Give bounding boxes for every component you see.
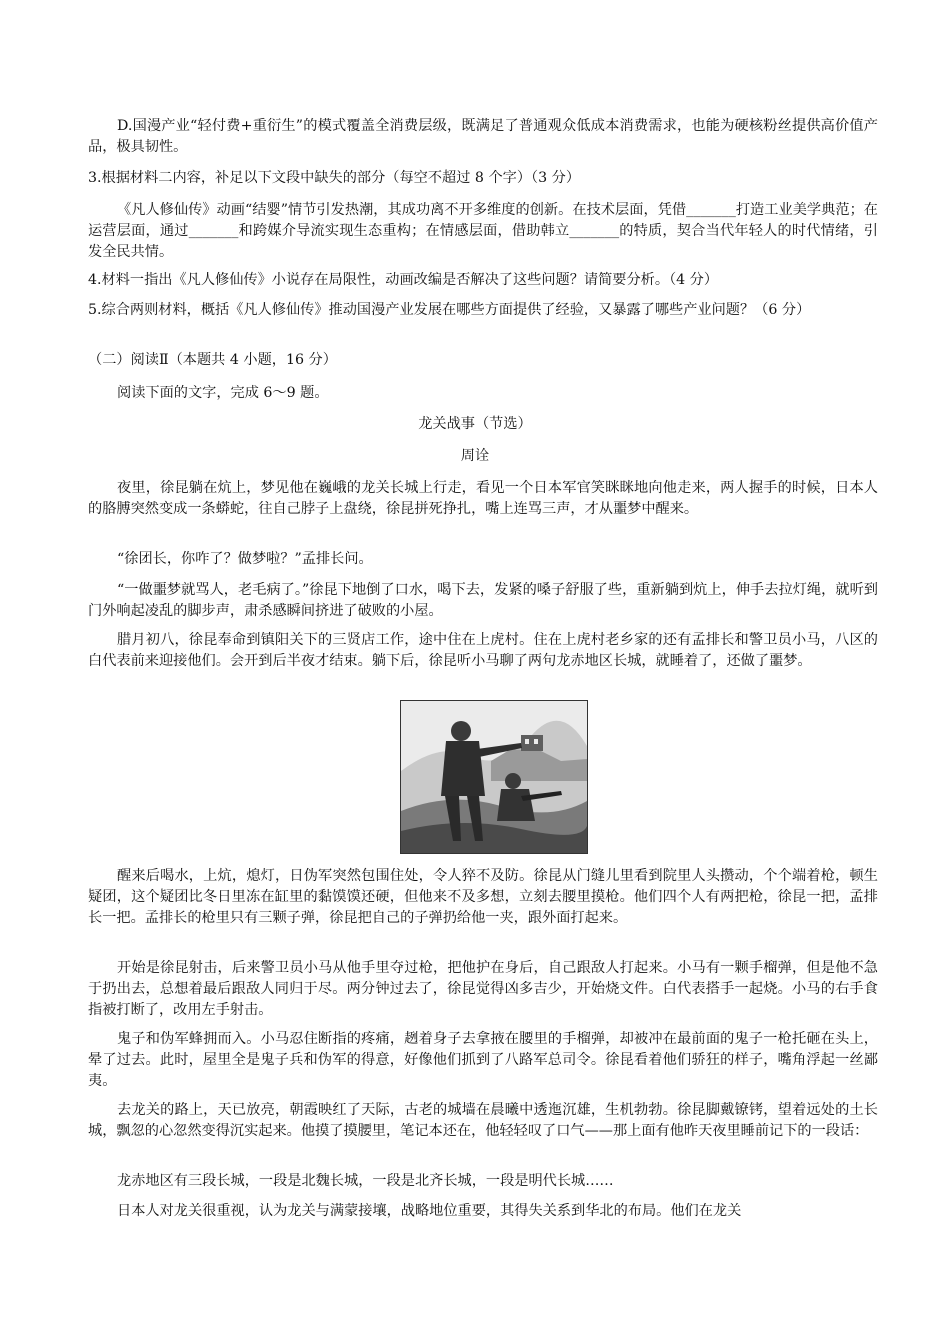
- story-paragraph-4: 腊月初八，徐昆奉命到镇阳关下的三贤店工作，途中住在上虎村。住在上虎村老乡家的还有孟排长和警卫员小马，八区的白代表前来迎接他们。会开到后半夜才结束。躺下后，徐昆听小马聊了两句龙赤地区长城，就睡着了，还做了噩梦。: [88, 632, 878, 669]
- question-3-prompt: 3.根据材料二内容，补足以下文段中缺失的部分（每空不超过 8 个字）（3 分）: [88, 170, 581, 186]
- fill-text-1: 《凡人修仙传》动画“结婴”情节引发热潮，其成功离不开多维度的创新。在技术层面，凭借: [117, 202, 687, 218]
- illustration-soldiers-at-great-wall: [401, 701, 587, 853]
- story-paragraph-1: 夜里，徐昆躺在炕上，梦见他在巍峨的龙关长城上行走，看见一个日本军官笑眯眯地向他走来，两人握手的时候，日本人的胳膊突然变成一条蟒蛇，往自己脖子上盘绕，徐昆拼死挣扎，嘴上连骂三声，才从噩梦中醒来。: [88, 480, 878, 517]
- fill-blank-1[interactable]: _______: [686, 202, 736, 218]
- story-paragraph-6: 开始是徐昆射击，后来警卫员小马从他手里夺过枪，把他护在身后，自己跟敌人打起来。小马有一颗手榴弹，但是他不急于扔出去，总想着最后跟敌人同归于尽。两分钟过去了，徐昆觉得凶多吉少，开始烧文件。白代表搭手一起烧。小马的右手食指被打断了，改用左手射击。: [88, 960, 878, 1018]
- story-author: 周诠: [460, 448, 490, 464]
- fill-text-4: 的特质，契合当代年轻人的时代情绪，引发全民共情。: [88, 223, 878, 260]
- fill-text-3: 和跨媒介导流实现生态重构；在情感层面，借助韩立: [238, 223, 570, 239]
- fill-text-2: 打造工业美学典范；在运营层面，通过: [88, 202, 878, 239]
- story-paragraph-9: 龙赤地区有三段长城，一段是北魏长城，一段是北齐长城，一段是明代长城……: [117, 1173, 614, 1189]
- story-illustration: [400, 700, 588, 854]
- story-paragraph-8: 去龙关的路上，天已放亮，朝霞映红了天际，古老的城墙在晨曦中透迤沉雄，生机勃勃。徐昆脚戴镣铐，望着远处的土长城，飘忽的心忽然变得沉实起来。他摸了摸腰里，笔记本还在，他轻轻叹了口气——那上面有他昨天夜里睡前记下的一段话：: [88, 1102, 878, 1139]
- story-title: 龙关战事（节选）: [418, 416, 532, 432]
- question-3-fill-paragraph: [88, 200, 878, 263]
- story-paragraph-7: 鬼子和伪军蜂拥而入。小马忍住断指的疼痛，趔着身子去拿掖在腰里的手榴弹，却被冲在最前面的鬼子一枪托砸在头上，晕了过去。此时，屋里全是鬼子兵和伪军的得意，好像他们抓到了八路军总司令。徐昆看着他们骄狂的样子，嘴角浮起一丝鄙夷。: [88, 1031, 878, 1089]
- fill-blank-2[interactable]: _______: [188, 223, 239, 239]
- reading-instruction: 阅读下面的文字，完成 6～9 题。: [117, 385, 329, 401]
- story-paragraph-10: 日本人对龙关很重视，认为龙关与满蒙接壤，战略地位重要，其得失关系到华北的布局。他们在龙关: [117, 1203, 742, 1219]
- question-2-option-d: D.国漫产业“轻付费+重衍生”的模式覆盖全消费层级，既满足了普通观众低成本消费需求，也能为硬核粉丝提供高价值产品，极具韧性。: [88, 118, 878, 155]
- fill-blank-3[interactable]: _______: [569, 223, 620, 239]
- question-5: 5.综合两则材料，概括《凡人修仙传》推动国漫产业发展在哪些方面提供了经验，又暴露了哪些产业问题？（6 分）: [88, 302, 811, 318]
- story-paragraph-2: “徐团长，你咋了？做梦啦？”孟排长问。: [117, 551, 373, 567]
- question-4: 4.材料一指出《凡人修仙传》小说存在局限性，动画改编是否解决了这些问题？请简要分析。（4 分）: [88, 272, 719, 288]
- section-2-title: （二）阅读Ⅱ（本题共 4 小题，16 分）: [88, 352, 337, 368]
- story-paragraph-5: 醒来后喝水，上炕，熄灯，日伪军突然包围住处，令人猝不及防。徐昆从门缝儿里看到院里人头攒动，个个端着枪，顿生疑团，这个疑团比冬日里冻在缸里的黏馍馍还硬，但他来不及多想，立刻去腰里摸枪。他们四个人有两把枪，徐昆一把，孟排长一把。孟排长的枪里只有三颗子弹，徐昆把自己的子弹扔给他一夹，跟外面打起来。: [88, 868, 878, 926]
- story-paragraph-3: “一做噩梦就骂人，老毛病了。”徐昆下地倒了口水，喝下去，发紧的嗓子舒服了些，重新躺到炕上，伸手去拉灯绳，就听到门外响起凌乱的脚步声，肃杀感瞬间挤进了破败的小屋。: [88, 582, 878, 619]
